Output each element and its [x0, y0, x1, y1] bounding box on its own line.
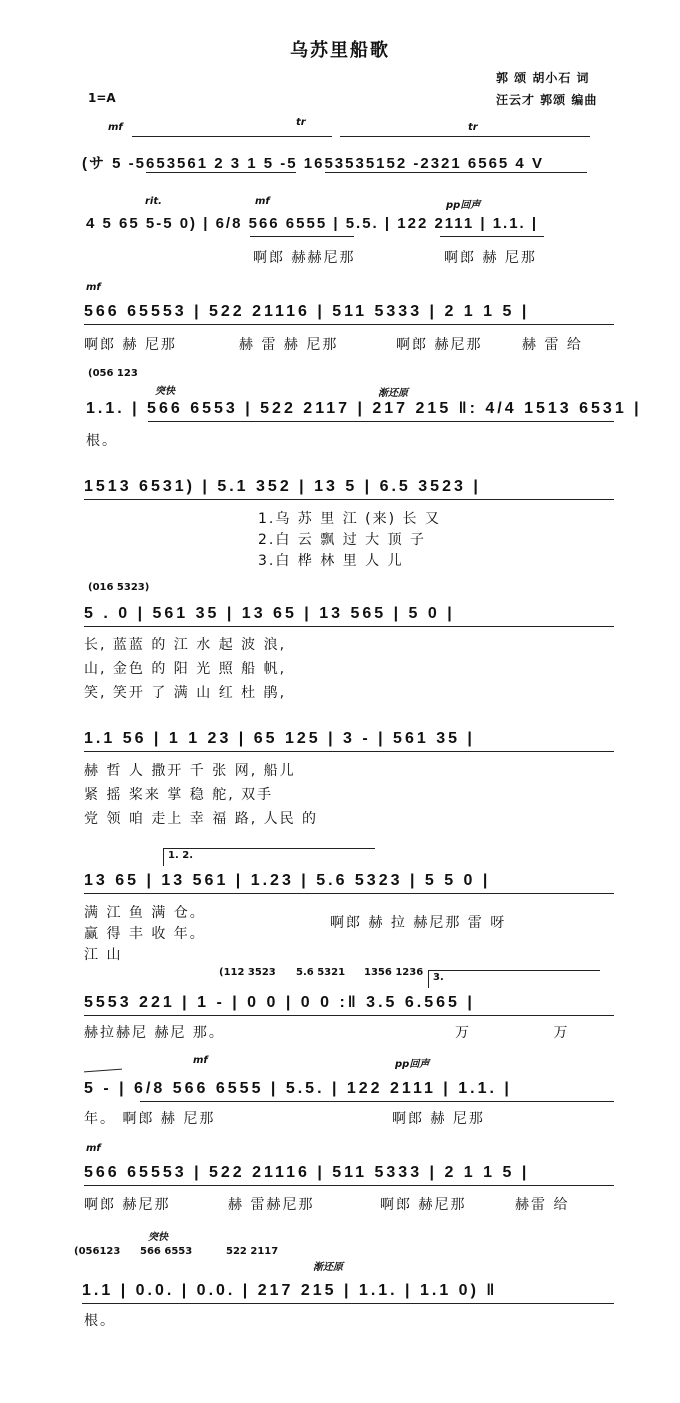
underline-beam	[140, 1101, 614, 1102]
tempo-mark: 渐还原	[378, 388, 408, 399]
dynamic-mark: mf	[108, 122, 123, 133]
underline-beam	[84, 1015, 614, 1016]
tempo-mark: 突快	[155, 386, 175, 397]
lyric-line: 赫 雷赫尼那	[228, 1197, 315, 1213]
lyric-line: 紧 摇 桨来 掌 稳 舵, 双手	[84, 787, 274, 803]
lyric-line: 啊郎 赫尼那	[380, 1197, 467, 1213]
lyric-line: 啊郎 赫 拉 赫尼那 雷 呀	[330, 915, 507, 931]
lyric-line: 啊郎 赫 尼那	[84, 337, 177, 353]
volta-bracket-top	[428, 970, 600, 971]
underline-beam	[84, 324, 614, 325]
volta-label: 1. 2.	[168, 850, 193, 861]
notation-line: 13 65 | 13 561 | 1.23 | 5.6 5323 | 5 5 0 |	[84, 872, 491, 889]
lyric-line: 江 山	[84, 947, 123, 963]
underline-beam	[84, 893, 614, 894]
underline-beam	[325, 172, 587, 173]
notation-line: 1.1 56 | 1 1 23 | 65 125 | 3 - | 561 35 |	[84, 730, 475, 747]
underline-beam	[250, 236, 354, 237]
dynamic-mark: mf	[86, 282, 101, 293]
dynamic-mark: mf	[86, 1143, 101, 1154]
slur-line	[132, 136, 332, 137]
lyric-line: 根。	[84, 1313, 116, 1329]
lyric-line: 赫 雷 赫 尼那	[239, 337, 339, 353]
lyric-line: 赫雷 给	[515, 1197, 570, 1213]
underline-beam	[82, 1303, 614, 1304]
underline-beam	[440, 236, 544, 237]
trill-mark: tr	[296, 117, 306, 128]
underline-beam	[84, 1185, 614, 1186]
notation-line: 566 65553 | 522 21116 | 511 5333 | 2 1 1 5 |	[84, 1164, 530, 1181]
lyric-line: 啊郎 赫 尼那	[444, 250, 537, 266]
ending-notation: 566 6553	[140, 1246, 193, 1257]
lyric-line: 啊郎 赫尼那	[84, 1197, 171, 1213]
tempo-mark: 突快	[148, 1232, 168, 1243]
lyric-line: 啊郎 赫赫尼那	[253, 250, 356, 266]
interlude-notation: 5.6 5321	[296, 967, 346, 978]
lyric-line: 赫 雷 给	[522, 337, 583, 353]
underline-beam	[84, 751, 614, 752]
lyric-line: 长, 蓝蓝 的 江 水 起 波 浪,	[84, 637, 287, 653]
ending-notation: 522 2117	[226, 1246, 279, 1257]
notation-line: 4 5 65 5-5 0) | 6/8 566 6555 | 5.5. | 122 2111 | 1.1. |	[86, 215, 539, 232]
lyric-line: 啊郎 赫尼那	[396, 337, 483, 353]
dynamic-mark: pp回声	[395, 1059, 430, 1070]
notation-line: 5 - | 6/8 566 6555 | 5.5. | 122 2111 | 1.1. |	[84, 1080, 512, 1097]
lyric-line: 党 领 咱 走上 幸 福 路, 人民 的	[84, 811, 319, 827]
interlude-notation: (112 3523	[219, 967, 276, 978]
underline-beam	[84, 499, 614, 500]
underline-beam	[148, 421, 614, 422]
lyricist-credit: 郭 颂 胡小石 词	[496, 71, 590, 85]
volta-bracket	[163, 848, 164, 866]
notation-line: 5553 221 | 1 - | 0 0 | 0 0 :‖ 3.5 6.565 |	[84, 994, 475, 1011]
lyric-line: 笑, 笑开 了 满 山 红 杜 鹃,	[84, 685, 287, 701]
volta-bracket	[428, 970, 429, 988]
dynamic-mark: mf	[193, 1055, 208, 1066]
lyric-line: 3.白 桦 林 里 人 儿	[258, 553, 404, 569]
tempo-mark: 渐还原	[313, 1262, 343, 1273]
tempo-mark: rit.	[145, 196, 162, 207]
interlude-notation: (016 5323)	[88, 582, 150, 593]
notation-line: 1.1. | 566 6553 | 522 2117 | 217 215 ‖: 4/4 1513 6531 |	[86, 400, 642, 417]
lyric-line: 赫拉赫尼 赫尼 那。	[84, 1025, 225, 1041]
notation-line: (サ 5 -5653561 2 3 1 5 -5 1653535152 -2321 6565 4 V	[82, 155, 544, 172]
notation-line: 1513 6531) | 5.1 352 | 13 5 | 6.5 3523 |	[84, 478, 481, 495]
underline-beam	[84, 626, 614, 627]
trill-mark: tr	[468, 122, 478, 133]
ending-notation: (056123	[74, 1246, 121, 1257]
composer-credit: 汪云才 郭颂 编曲	[496, 93, 598, 107]
notation-line: 5 . 0 | 561 35 | 13 65 | 13 565 | 5 0 |	[84, 605, 455, 622]
lyric-line: 根。	[86, 433, 118, 449]
notation-line: 1.1 | 0.0. | 0.0. | 217 215 | 1.1. | 1.1 0) ‖	[82, 1282, 498, 1299]
slur-line	[340, 136, 590, 137]
dynamic-mark: pp回声	[446, 200, 481, 211]
underline-beam	[146, 172, 296, 173]
lyric-line: 赢 得 丰 收 年。	[84, 926, 206, 942]
lyric-line: 啊郎 赫 尼那	[392, 1111, 485, 1127]
lyric-line: 1.乌 苏 里 江 (来) 长 又	[258, 511, 441, 527]
lyric-line: 万 万	[455, 1025, 608, 1041]
lyric-line: 赫 哲 人 撒开 千 张 网, 船儿	[84, 763, 296, 779]
prelude-notation: (056 123	[88, 368, 138, 379]
crescendo-mark	[84, 1069, 122, 1073]
interlude-notation: 1356 1236	[364, 967, 424, 978]
volta-label: 3.	[433, 972, 444, 983]
lyric-line: 满 江 鱼 满 仓。	[84, 905, 206, 921]
notation-line: 566 65553 | 522 21116 | 511 5333 | 2 1 1 5 |	[84, 303, 530, 320]
dynamic-mark: mf	[255, 196, 270, 207]
volta-bracket-top	[163, 848, 375, 849]
lyric-line: 年。 啊郎 赫 尼那	[84, 1111, 216, 1127]
lyric-line: 山, 金色 的 阳 光 照 船 帆,	[84, 661, 287, 677]
key-signature: 1=A	[88, 91, 116, 105]
song-title: 乌苏里船歌	[290, 40, 390, 61]
lyric-line: 2.白 云 飘 过 大 顶 子	[258, 532, 427, 548]
